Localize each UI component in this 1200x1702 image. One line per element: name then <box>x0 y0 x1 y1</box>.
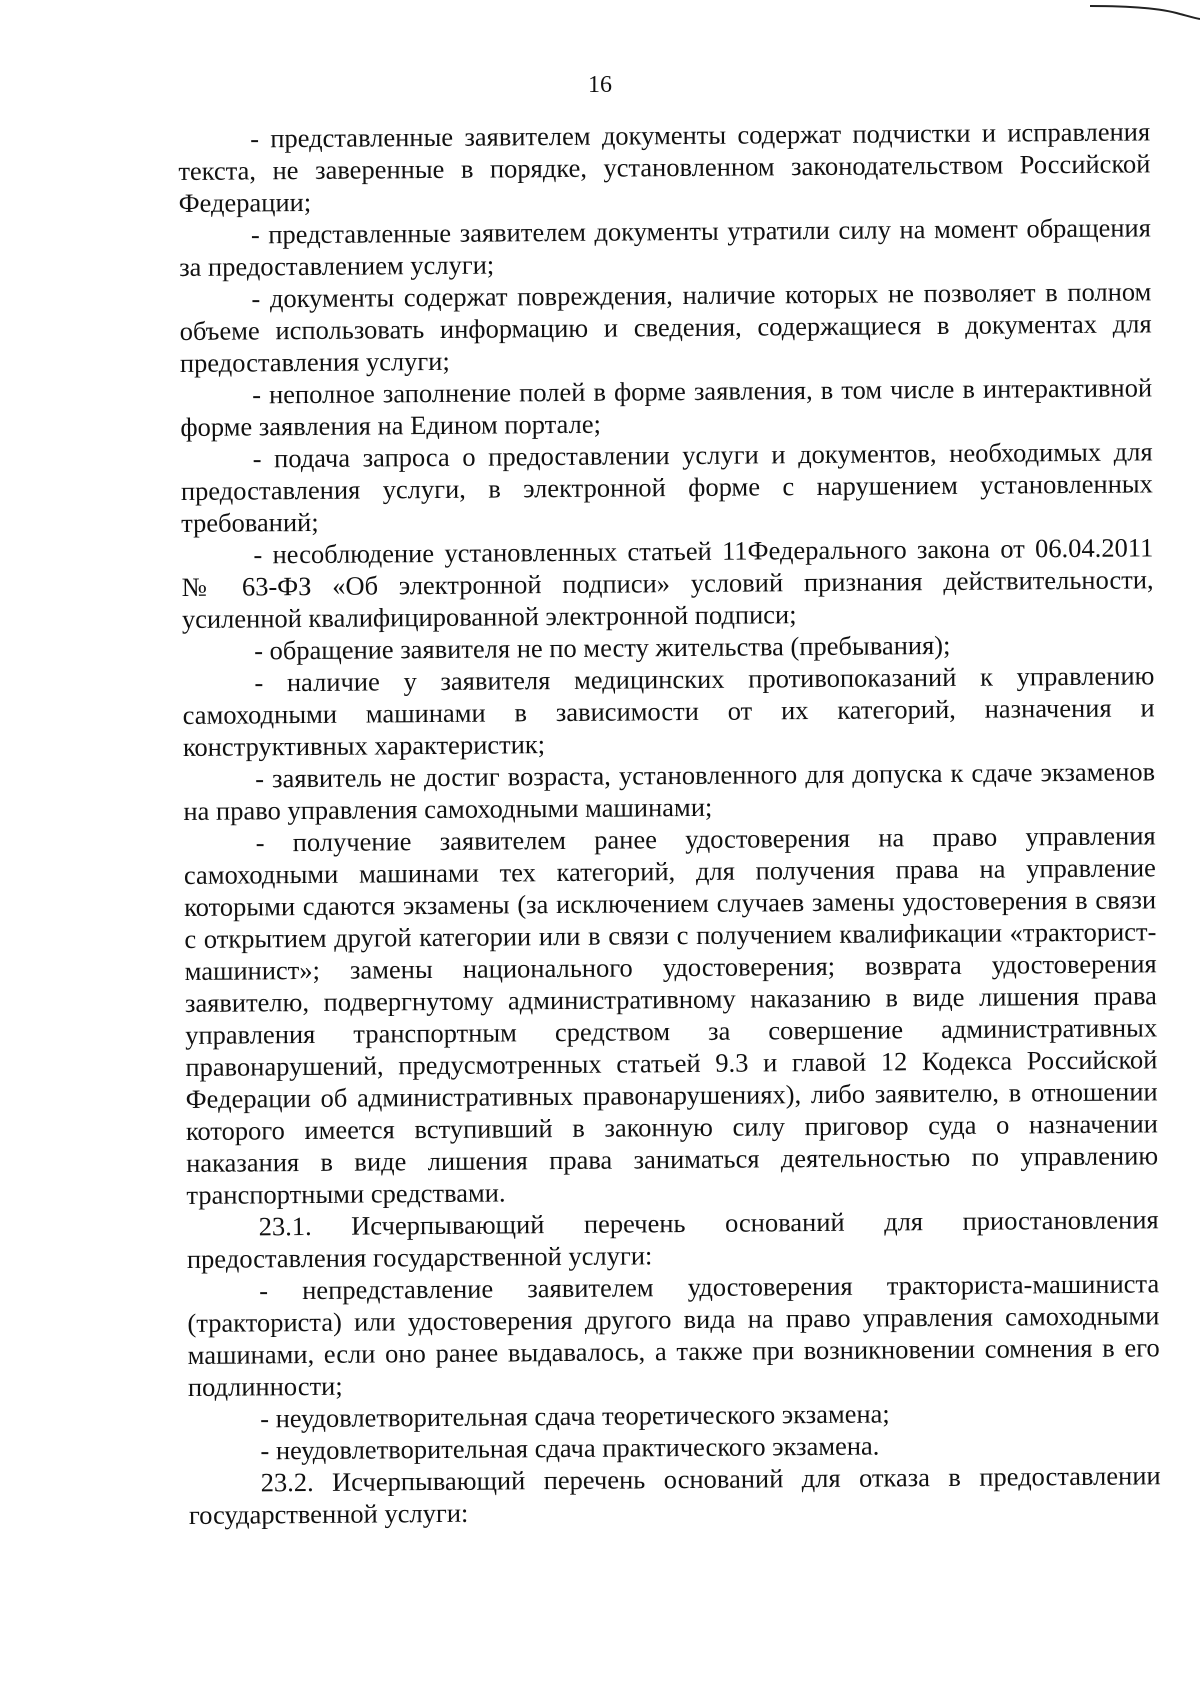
section-23-2-heading: 23.2. Исчерпывающий перечень оснований для отказа в предоставлении государственной услуги: <box>188 1460 1161 1530</box>
paragraph-place-of-residence: - обращение заявителя не по месту жительства (пребывания); <box>254 629 951 666</box>
paragraph-missing-certificate: - непредставление заявителем удостоверения тракториста-машиниста (тракториста) или удостоверения другого вида на право управления самоходными машинами, если оно ранее выдавалось, а также при возникновении сомнения в его подлинности; <box>187 1268 1160 1402</box>
paragraph-practical-exam: - неудовлетворительная сдача практического экзамена. <box>260 1430 880 1466</box>
paragraph-age-requirement: - заявитель не достиг возраста, установленного для допуска к сдаче экзаменов на право управления самоходными машинами; <box>183 756 1156 826</box>
paragraph-expired-documents: - представленные заявителем документы утратили силу на момент обращения за предоставлением услуги; <box>179 212 1151 282</box>
paragraph-medical-contraindications: - наличие у заявителя медицинских противопоказаний к управлению самоходными машинами в зависимости от их категорий, назначения и конструктивных характеристик; <box>182 660 1155 762</box>
paragraph-theory-exam: - неудовлетворительная сдача теоретического экзамена; <box>260 1398 890 1434</box>
paragraph-previous-certificate: - получение заявителем ранее удостоверения на право управления самоходными машинами тех категорий, для получения права на управление которыми сдаются экзамены (за исключением случаев замены удостоверения в связи с открытием другой категории или в связи с получением квалификации «тракторист-машинист»; замены национального удостоверения; возврата удостоверения заявителю, подвергнутому административному наказанию в виде лишения права управления транспортным средством за совершение административных правонарушений, предусмотренных статьей 9.3 и главой 12 Кодекса Российской Федерации об административных правонарушениях), либо заявителю, в отношении которого имеется вступивший в законную силу приговор суда о назначении наказания в виде лишения права заниматься деятельностью по управлению транспортными средствами. <box>183 820 1159 1210</box>
paragraph-damaged-documents: - документы содержат повреждения, наличие которых не позволяет в полном объеме использовать информацию и сведения, содержащиеся в документах для предоставления услуги; <box>179 276 1152 378</box>
scan-edge-mark <box>1050 0 1200 30</box>
paragraph-incomplete-form: - неполное заполнение полей в форме заявления, в том числе в интерактивной форме заявления на Едином портале; <box>180 372 1153 442</box>
section-23-1-heading: 23.1. Исчерпывающий перечень оснований для приостановления предоставления государственной услуги: <box>186 1204 1159 1274</box>
page-number: 16 <box>588 72 612 98</box>
paragraph-corrections: - представленные заявителем документы содержат подчистки и исправления текста, не заверенные в порядке, установленном законодательством Российской Федерации; <box>178 116 1151 218</box>
document-body <box>178 115 1161 1531</box>
paragraph-electronic-request: - подача запроса о предоставлении услуги и документов, необходимых для предоставления услуги, в электронной форме с нарушением установленных требований; <box>180 436 1153 538</box>
paragraph-electronic-signature: - несоблюдение установленных статьей 11Федерального закона от 06.04.2011 № 63-ФЗ «Об электронной подписи» условий признания действительности, усиленной квалифицированной электронной подписи; <box>181 532 1154 634</box>
